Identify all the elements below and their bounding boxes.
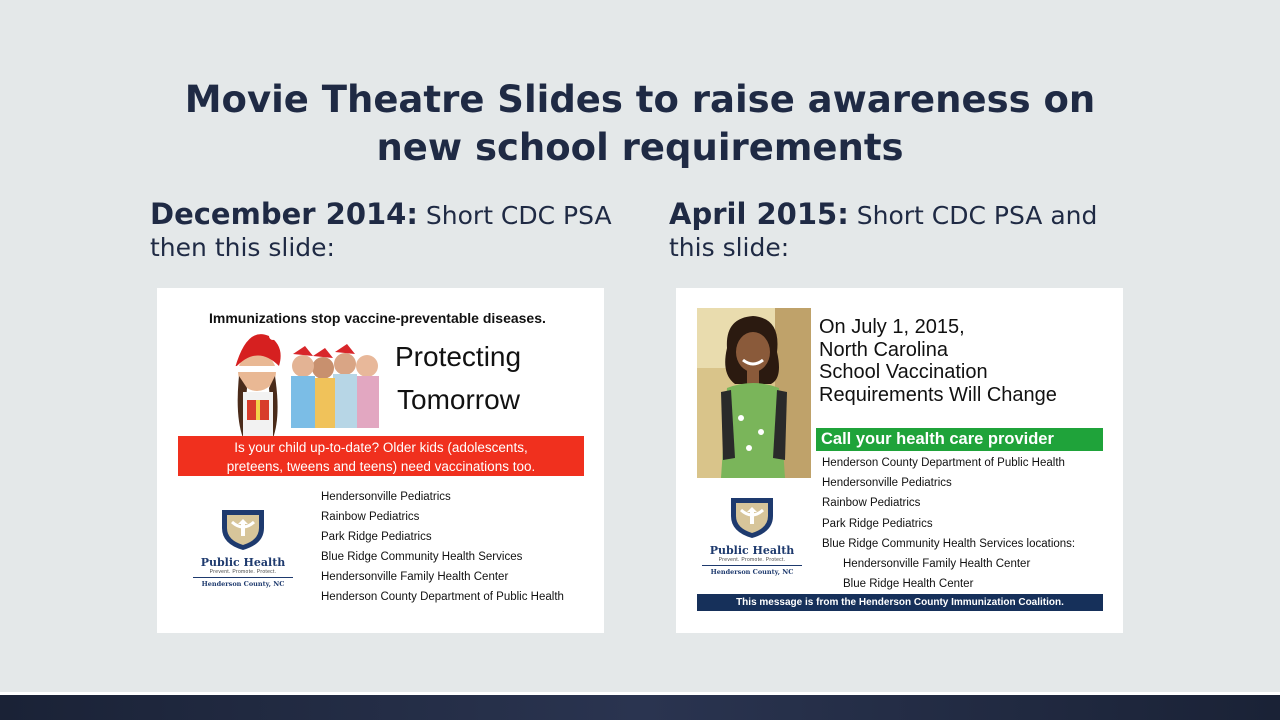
list-item: Blue Ridge Community Health Services <box>321 551 523 563</box>
list-item: Blue Ridge Community Health Services locations: <box>822 537 1076 550</box>
banner-line-2: preteens, tweens and teens) need vaccinations too. <box>226 459 536 474</box>
public-health-logo <box>193 506 293 588</box>
logo-county: Henderson County, NC <box>201 580 285 588</box>
children-photo <box>217 326 389 438</box>
list-item: Hendersonville Pediatrics <box>321 491 451 503</box>
logo-name: Public Health <box>200 556 286 569</box>
up-to-date-banner <box>178 436 584 476</box>
list-item: Rainbow Pediatrics <box>321 511 420 523</box>
list-item: Henderson County Department of Public Health <box>321 591 564 603</box>
coalition-footer: This message is from the Henderson County Immunization Coalition. <box>697 594 1103 611</box>
logo-county: Henderson County, NC <box>710 568 794 576</box>
list-item: Henderson County Department of Public Health <box>822 457 1065 469</box>
list-item: Hendersonville Pediatrics <box>822 477 952 490</box>
left-caption <box>150 198 620 264</box>
list-item: Park Ridge Pediatrics <box>822 517 933 530</box>
protecting-text: Protecting <box>395 341 522 372</box>
headline-line: School Vaccination <box>819 361 988 383</box>
list-item: Hendersonville Family Health Center <box>321 571 509 583</box>
right-caption <box>669 198 1119 264</box>
logo-name: Public Health <box>709 544 795 557</box>
list-item: Rainbow Pediatrics <box>822 497 921 510</box>
december-slide-image <box>157 288 604 633</box>
shield-icon <box>727 494 777 540</box>
list-item: Park Ridge Pediatrics <box>321 531 432 543</box>
headline-line: On July 1, 2015, <box>819 316 965 338</box>
tomorrow-text: Tomorrow <box>397 384 520 415</box>
list-item: Hendersonville Family Health Center <box>843 558 1031 571</box>
logo-tagline: Prevent. Promote. Protect. <box>702 557 802 566</box>
right-caption-date: April 2015: <box>669 197 849 231</box>
april-slide-image <box>676 288 1123 633</box>
list-item: Blue Ridge Health Center <box>843 578 974 591</box>
left-caption-date: December 2014: <box>150 197 418 231</box>
shield-icon <box>218 506 268 552</box>
call-provider-banner: Call your health care provider <box>816 428 1103 451</box>
public-health-logo <box>702 494 802 576</box>
banner-line-1: Is your child up-to-date? Older kids (adolescents, <box>234 440 528 455</box>
immunizations-header: Immunizations stop vaccine-preventable diseases. <box>209 310 546 326</box>
headline-line: North Carolina <box>819 338 948 361</box>
girl-photo <box>697 308 811 478</box>
logo-tagline: Prevent. Promote. Protect. <box>193 569 293 578</box>
slide-title: Movie Theatre Slides to raise awareness on new school requirements <box>184 78 1096 169</box>
headline-line: Requirements Will Change <box>819 383 1057 406</box>
provider-list <box>321 487 564 607</box>
july-headline <box>819 316 1057 406</box>
right-caption-text: Short CDC PSA and this slide: <box>669 201 1098 262</box>
footer-bar <box>0 692 1280 720</box>
left-caption-text: Short CDC PSA then this slide: <box>150 201 612 262</box>
provider-list <box>822 453 1075 594</box>
